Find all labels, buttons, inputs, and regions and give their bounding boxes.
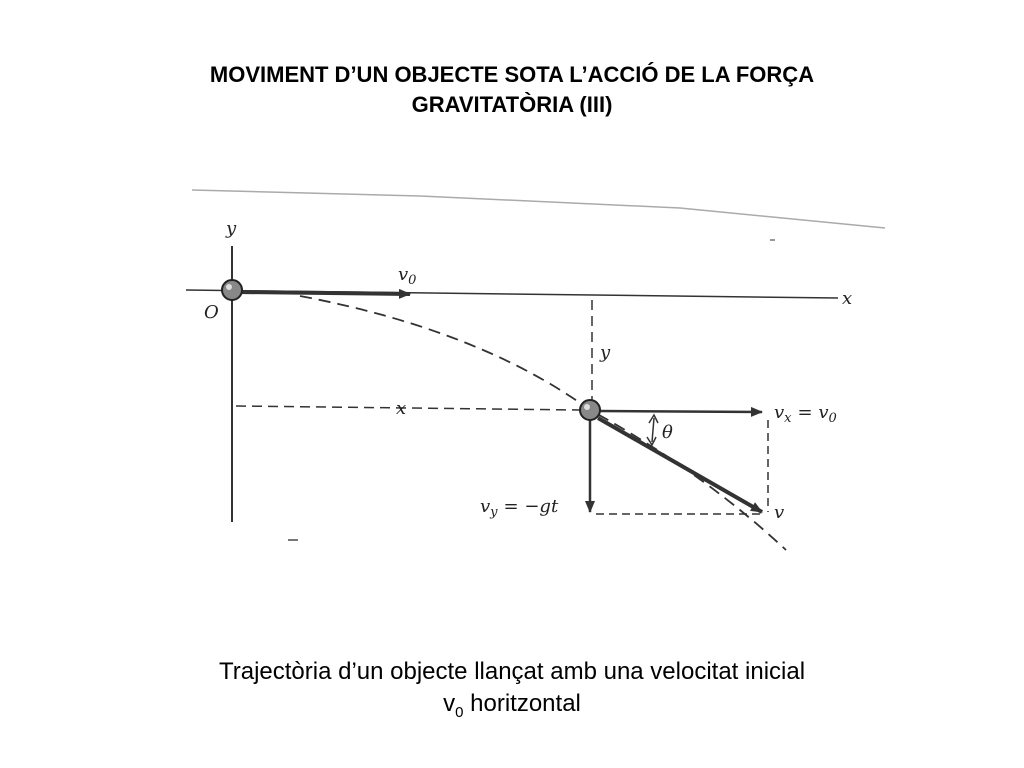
v0-arrow (238, 292, 410, 294)
title-line-2: GRAVITATÒRIA (III) (411, 92, 613, 117)
vx-label: $v_x = v_0$ (774, 402, 837, 426)
origin-particle (222, 280, 242, 300)
title-line-1: MOVIMENT D’UN OBJECTE SOTA L’ACCIÓ DE LA FORÇA (209, 62, 815, 87)
origin-particle-highlight (226, 284, 232, 290)
vy-label: $v_y = -gt$ (480, 496, 559, 520)
origin-label: O (204, 302, 219, 323)
axis-x-label: x (842, 288, 853, 309)
x-distance-label: x (396, 398, 407, 419)
v0-label: $v_0$ (398, 264, 417, 288)
caption (60, 656, 964, 729)
moving-particle (580, 400, 600, 420)
theta-label: θ (662, 422, 673, 443)
paper-edge-line (192, 190, 885, 228)
theta-arrow (652, 418, 654, 442)
caption-v0-symbol: v (443, 690, 456, 717)
moving-particle-highlight (584, 404, 590, 410)
caption-line-2 (60, 688, 964, 729)
v-label: v (774, 502, 785, 523)
caption-line-1: Trajectòria d’un objecte llançat amb una velocitat inicial (218, 658, 806, 685)
axis-y-label: y (226, 218, 237, 239)
y-distance-label: y (600, 342, 611, 363)
caption-v0-subscript: 0 (455, 703, 464, 721)
vx-arrow (600, 411, 762, 412)
v-arrow (598, 418, 762, 512)
caption-line-2-rest: horitzontal (463, 690, 581, 717)
x-distance-line (236, 406, 580, 410)
